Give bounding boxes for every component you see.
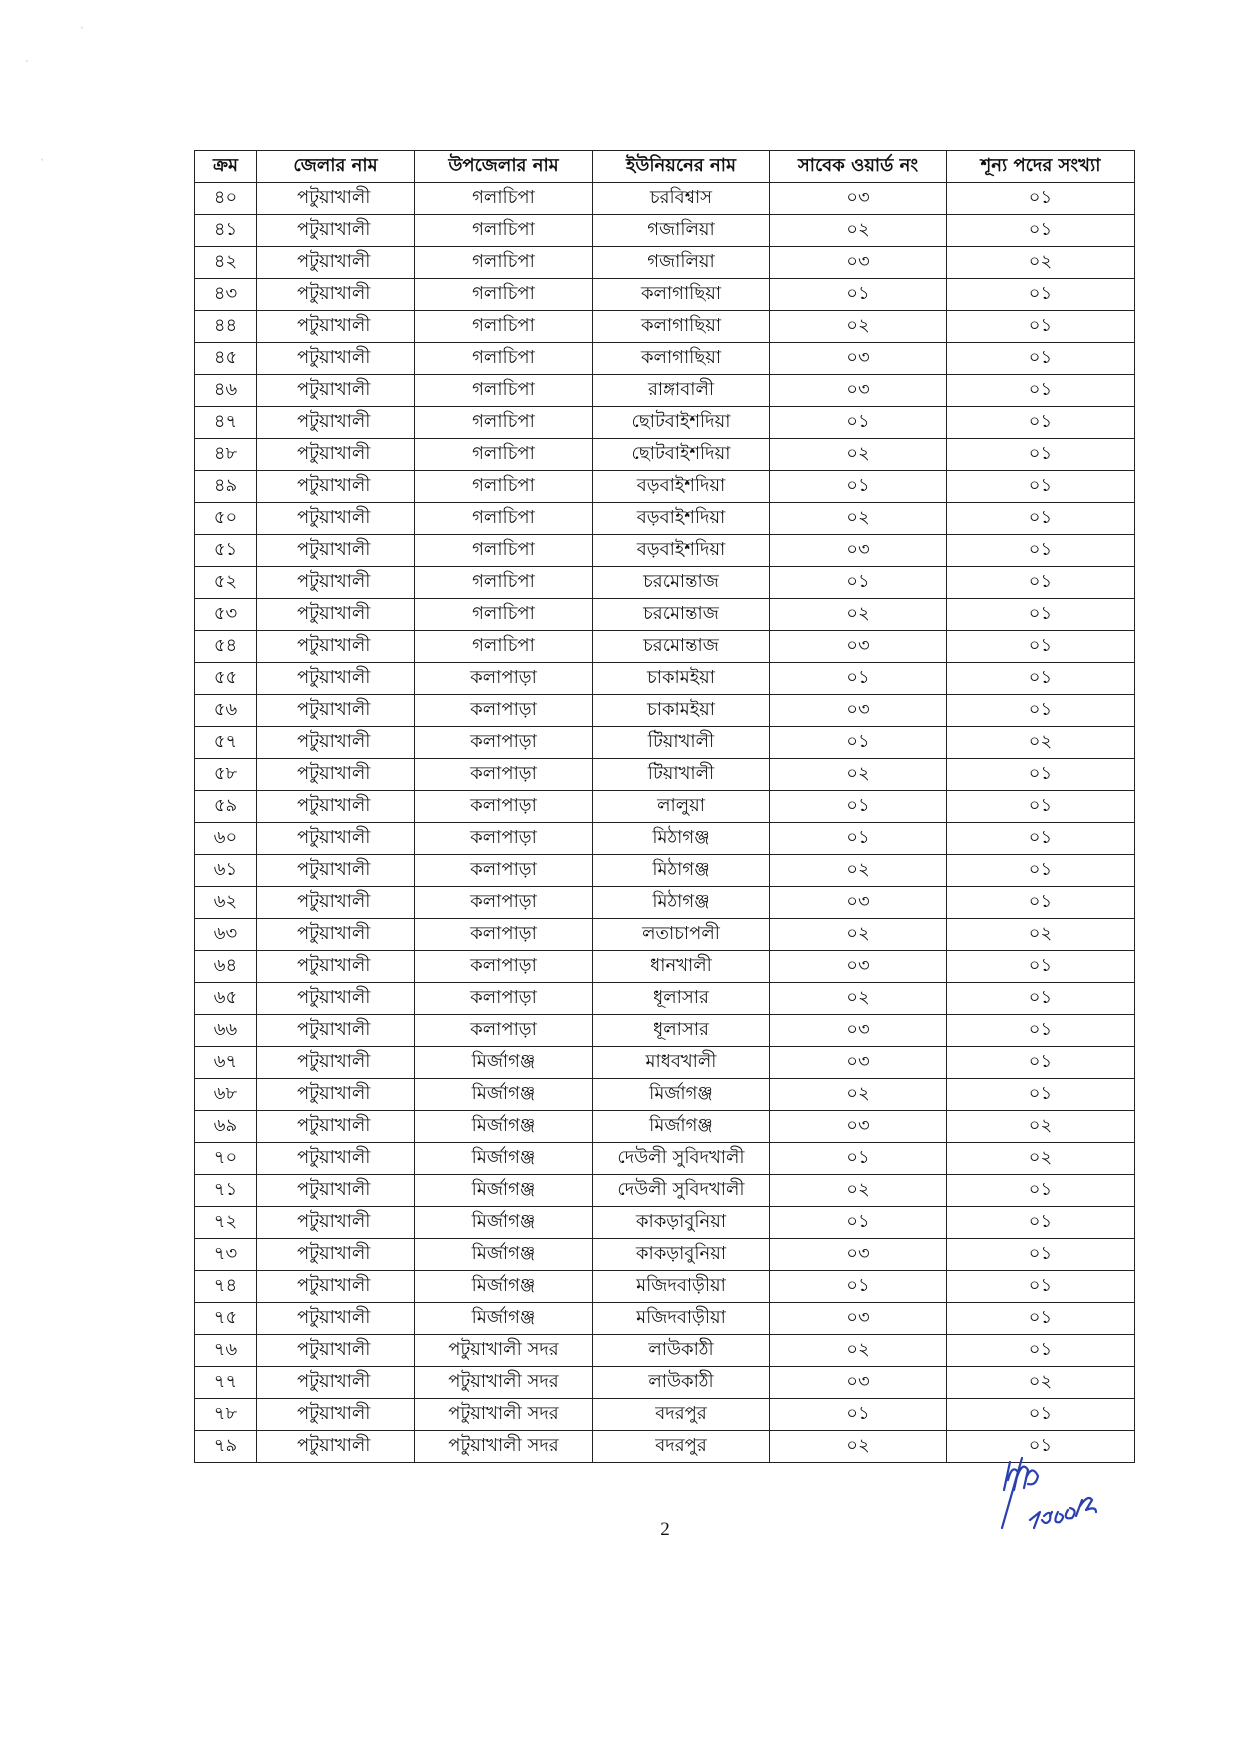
cell-upazila: কলাপাড়া xyxy=(415,695,593,727)
cell-ward-no: ০৩ xyxy=(770,1015,947,1047)
cell-serial: ৪০ xyxy=(195,183,257,215)
table-row xyxy=(195,727,1135,759)
cell-union: চাকামইয়া xyxy=(593,695,770,727)
cell-vacancy-count: ০১ xyxy=(947,215,1135,247)
cell-upazila: গলাচিপা xyxy=(415,375,593,407)
cell-union: ধূলাসার xyxy=(593,983,770,1015)
cell-serial: ৫৮ xyxy=(195,759,257,791)
table-row xyxy=(195,407,1135,439)
cell-upazila: কলাপাড়া xyxy=(415,855,593,887)
cell-upazila: গলাচিপা xyxy=(415,599,593,631)
table-row xyxy=(195,1111,1135,1143)
cell-serial: ৭৩ xyxy=(195,1239,257,1271)
cell-district: পটুয়াখালী xyxy=(257,1111,415,1143)
cell-district: পটুয়াখালী xyxy=(257,663,415,695)
cell-ward-no: ০৩ xyxy=(770,247,947,279)
cell-serial: ৬৭ xyxy=(195,1047,257,1079)
table-row xyxy=(195,1143,1135,1175)
header-vacancy-count: শূন্য পদের সংখ্যা xyxy=(947,151,1135,183)
cell-serial: ৫৪ xyxy=(195,631,257,663)
cell-vacancy-count: ০১ xyxy=(947,439,1135,471)
cell-union: দেউলী সুবিদখালী xyxy=(593,1175,770,1207)
cell-union: কলাগাছিয়া xyxy=(593,343,770,375)
table-row xyxy=(195,535,1135,567)
cell-ward-no: ০৩ xyxy=(770,1047,947,1079)
cell-district: পটুয়াখালী xyxy=(257,1079,415,1111)
cell-vacancy-count: ০১ xyxy=(947,535,1135,567)
table-row xyxy=(195,695,1135,727)
table-row xyxy=(195,855,1135,887)
cell-union: রাঙ্গাবালী xyxy=(593,375,770,407)
table-row xyxy=(195,439,1135,471)
cell-ward-no: ০১ xyxy=(770,791,947,823)
cell-upazila: গলাচিপা xyxy=(415,471,593,503)
cell-union: লালুয়া xyxy=(593,791,770,823)
cell-district: পটুয়াখালী xyxy=(257,695,415,727)
cell-ward-no: ০৩ xyxy=(770,695,947,727)
cell-serial: ৬৬ xyxy=(195,1015,257,1047)
cell-district: পটুয়াখালী xyxy=(257,1335,415,1367)
cell-vacancy-count: ০১ xyxy=(947,823,1135,855)
table-row xyxy=(195,215,1135,247)
cell-district: পটুয়াখালী xyxy=(257,1207,415,1239)
table-row xyxy=(195,375,1135,407)
table-row xyxy=(195,759,1135,791)
cell-union: ধূলাসার xyxy=(593,1015,770,1047)
cell-serial: ৭৮ xyxy=(195,1399,257,1431)
cell-upazila: গলাচিপা xyxy=(415,279,593,311)
cell-vacancy-count: ০১ xyxy=(947,1335,1135,1367)
header-district: জেলার নাম xyxy=(257,151,415,183)
cell-vacancy-count: ০১ xyxy=(947,1239,1135,1271)
cell-upazila: গলাচিপা xyxy=(415,343,593,375)
cell-upazila: কলাপাড়া xyxy=(415,663,593,695)
cell-upazila: কলাপাড়া xyxy=(415,887,593,919)
cell-union: লতাচাপলী xyxy=(593,919,770,951)
cell-serial: ৪৯ xyxy=(195,471,257,503)
cell-ward-no: ০২ xyxy=(770,1431,947,1463)
cell-serial: ৪৫ xyxy=(195,343,257,375)
cell-district: পটুয়াখালী xyxy=(257,983,415,1015)
cell-district: পটুয়াখালী xyxy=(257,887,415,919)
cell-ward-no: ০২ xyxy=(770,599,947,631)
header-ward-no: সাবেক ওয়ার্ড নং xyxy=(770,151,947,183)
cell-serial: ৪৬ xyxy=(195,375,257,407)
cell-union: ছোটবাইশদিয়া xyxy=(593,407,770,439)
cell-vacancy-count: ০১ xyxy=(947,375,1135,407)
cell-vacancy-count: ০১ xyxy=(947,311,1135,343)
cell-upazila: গলাচিপা xyxy=(415,631,593,663)
cell-union: মজিদবাড়ীয়া xyxy=(593,1271,770,1303)
cell-ward-no: ০১ xyxy=(770,1399,947,1431)
cell-ward-no: ০২ xyxy=(770,1079,947,1111)
cell-ward-no: ০১ xyxy=(770,727,947,759)
table-row xyxy=(195,1047,1135,1079)
table-row xyxy=(195,247,1135,279)
table-row xyxy=(195,631,1135,663)
table-row xyxy=(195,471,1135,503)
cell-serial: ৬১ xyxy=(195,855,257,887)
cell-serial: ৭৪ xyxy=(195,1271,257,1303)
cell-upazila: গলাচিপা xyxy=(415,247,593,279)
table-row xyxy=(195,1239,1135,1271)
cell-vacancy-count: ০১ xyxy=(947,407,1135,439)
cell-district: পটুয়াখালী xyxy=(257,503,415,535)
table-row xyxy=(195,1303,1135,1335)
cell-serial: ৬২ xyxy=(195,887,257,919)
cell-vacancy-count: ০১ xyxy=(947,951,1135,983)
vacancy-table xyxy=(194,150,1135,1463)
cell-union: চরমোন্তাজ xyxy=(593,599,770,631)
cell-upazila: মির্জাগঞ্জ xyxy=(415,1047,593,1079)
cell-serial: ৬০ xyxy=(195,823,257,855)
cell-upazila: কলাপাড়া xyxy=(415,983,593,1015)
cell-district: পটুয়াখালী xyxy=(257,1015,415,1047)
scan-speck: ˎ xyxy=(40,150,45,161)
cell-union: ছোটবাইশদিয়া xyxy=(593,439,770,471)
cell-serial: ৭৫ xyxy=(195,1303,257,1335)
cell-union: কলাগাছিয়া xyxy=(593,311,770,343)
cell-district: পটুয়াখালী xyxy=(257,311,415,343)
cell-upazila: গলাচিপা xyxy=(415,567,593,599)
handwritten-signature xyxy=(992,1450,1132,1540)
table-row xyxy=(195,983,1135,1015)
cell-district: পটুয়াখালী xyxy=(257,1047,415,1079)
cell-upazila: গলাচিপা xyxy=(415,503,593,535)
table-row xyxy=(195,1271,1135,1303)
cell-union: টিয়াখালী xyxy=(593,759,770,791)
table-row xyxy=(195,503,1135,535)
cell-union: লাউকাঠী xyxy=(593,1367,770,1399)
table-row xyxy=(195,1335,1135,1367)
cell-union: মজিদবাড়ীয়া xyxy=(593,1303,770,1335)
cell-serial: ৪৩ xyxy=(195,279,257,311)
cell-district: পটুয়াখালী xyxy=(257,759,415,791)
cell-vacancy-count: ০২ xyxy=(947,919,1135,951)
cell-vacancy-count: ০১ xyxy=(947,1399,1135,1431)
cell-union: গজালিয়া xyxy=(593,215,770,247)
cell-vacancy-count: ০২ xyxy=(947,1143,1135,1175)
cell-district: পটুয়াখালী xyxy=(257,1175,415,1207)
cell-vacancy-count: ০২ xyxy=(947,1367,1135,1399)
table-row xyxy=(195,1015,1135,1047)
cell-serial: ৫৬ xyxy=(195,695,257,727)
cell-union: কাকড়াবুনিয়া xyxy=(593,1239,770,1271)
cell-union: চাকামইয়া xyxy=(593,663,770,695)
cell-ward-no: ০১ xyxy=(770,279,947,311)
cell-district: পটুয়াখালী xyxy=(257,823,415,855)
cell-serial: ৫৭ xyxy=(195,727,257,759)
cell-ward-no: ০৩ xyxy=(770,887,947,919)
cell-upazila: মির্জাগঞ্জ xyxy=(415,1239,593,1271)
cell-district: পটুয়াখালী xyxy=(257,183,415,215)
cell-ward-no: ০১ xyxy=(770,663,947,695)
table-row xyxy=(195,567,1135,599)
table-row xyxy=(195,887,1135,919)
cell-ward-no: ০২ xyxy=(770,311,947,343)
cell-district: পটুয়াখালী xyxy=(257,1143,415,1175)
cell-vacancy-count: ০২ xyxy=(947,247,1135,279)
cell-ward-no: ০৩ xyxy=(770,183,947,215)
table-row xyxy=(195,343,1135,375)
cell-vacancy-count: ০১ xyxy=(947,1015,1135,1047)
cell-upazila: মির্জাগঞ্জ xyxy=(415,1175,593,1207)
cell-ward-no: ০২ xyxy=(770,855,947,887)
cell-upazila: পটুয়াখালী সদর xyxy=(415,1431,593,1463)
cell-district: পটুয়াখালী xyxy=(257,1431,415,1463)
cell-vacancy-count: ০১ xyxy=(947,279,1135,311)
cell-serial: ৬৯ xyxy=(195,1111,257,1143)
cell-union: মিঠাগঞ্জ xyxy=(593,823,770,855)
cell-serial: ৭০ xyxy=(195,1143,257,1175)
cell-ward-no: ০২ xyxy=(770,503,947,535)
table-row xyxy=(195,183,1135,215)
cell-serial: ৪৭ xyxy=(195,407,257,439)
cell-vacancy-count: ০১ xyxy=(947,503,1135,535)
cell-district: পটুয়াখালী xyxy=(257,1303,415,1335)
cell-vacancy-count: ০১ xyxy=(947,1047,1135,1079)
cell-upazila: গলাচিপা xyxy=(415,183,593,215)
cell-upazila: মির্জাগঞ্জ xyxy=(415,1207,593,1239)
cell-ward-no: ০১ xyxy=(770,567,947,599)
cell-ward-no: ০২ xyxy=(770,983,947,1015)
cell-serial: ৫০ xyxy=(195,503,257,535)
cell-union: বদরপুর xyxy=(593,1399,770,1431)
cell-serial: ৫৫ xyxy=(195,663,257,695)
cell-district: পটুয়াখালী xyxy=(257,1271,415,1303)
cell-vacancy-count: ০১ xyxy=(947,759,1135,791)
cell-union: লাউকাঠী xyxy=(593,1335,770,1367)
cell-upazila: কলাপাড়া xyxy=(415,951,593,983)
cell-union: চরবিশ্বাস xyxy=(593,183,770,215)
cell-vacancy-count: ০১ xyxy=(947,183,1135,215)
cell-vacancy-count: ০১ xyxy=(947,1303,1135,1335)
table-row xyxy=(195,1367,1135,1399)
cell-upazila: পটুয়াখালী সদর xyxy=(415,1399,593,1431)
cell-ward-no: ০২ xyxy=(770,1175,947,1207)
cell-district: পটুয়াখালী xyxy=(257,247,415,279)
cell-ward-no: ০২ xyxy=(770,439,947,471)
cell-serial: ৪৮ xyxy=(195,439,257,471)
cell-district: পটুয়াখালী xyxy=(257,1399,415,1431)
cell-serial: ৪৪ xyxy=(195,311,257,343)
cell-ward-no: ০২ xyxy=(770,759,947,791)
cell-vacancy-count: ০১ xyxy=(947,1207,1135,1239)
cell-union: কাকড়াবুনিয়া xyxy=(593,1207,770,1239)
table-row xyxy=(195,311,1135,343)
cell-upazila: গলাচিপা xyxy=(415,215,593,247)
cell-serial: ৪১ xyxy=(195,215,257,247)
table-row xyxy=(195,1207,1135,1239)
cell-serial: ৬৪ xyxy=(195,951,257,983)
cell-ward-no: ০২ xyxy=(770,919,947,951)
cell-district: পটুয়াখালী xyxy=(257,727,415,759)
cell-union: গজালিয়া xyxy=(593,247,770,279)
cell-upazila: মির্জাগঞ্জ xyxy=(415,1079,593,1111)
cell-upazila: গলাচিপা xyxy=(415,439,593,471)
table-row xyxy=(195,599,1135,631)
cell-serial: ৪২ xyxy=(195,247,257,279)
cell-district: পটুয়াখালী xyxy=(257,951,415,983)
cell-upazila: মির্জাগঞ্জ xyxy=(415,1143,593,1175)
page-number: 2 xyxy=(660,1519,670,1540)
cell-serial: ৫১ xyxy=(195,535,257,567)
cell-vacancy-count: ০২ xyxy=(947,727,1135,759)
cell-district: পটুয়াখালী xyxy=(257,631,415,663)
cell-district: পটুয়াখালী xyxy=(257,855,415,887)
cell-upazila: গলাচিপা xyxy=(415,535,593,567)
cell-vacancy-count: ০১ xyxy=(947,695,1135,727)
cell-district: পটুয়াখালী xyxy=(257,1239,415,1271)
cell-upazila: গলাচিপা xyxy=(415,311,593,343)
cell-district: পটুয়াখালী xyxy=(257,375,415,407)
cell-serial: ৬৩ xyxy=(195,919,257,951)
cell-vacancy-count: ০১ xyxy=(947,631,1135,663)
cell-district: পটুয়াখালী xyxy=(257,535,415,567)
cell-ward-no: ০৩ xyxy=(770,1239,947,1271)
header-serial: ক্রম xyxy=(195,151,257,183)
cell-serial: ৫৯ xyxy=(195,791,257,823)
table-row xyxy=(195,1399,1135,1431)
cell-serial: ৭১ xyxy=(195,1175,257,1207)
cell-union: বড়বাইশদিয়া xyxy=(593,535,770,567)
cell-district: পটুয়াখালী xyxy=(257,471,415,503)
table-row xyxy=(195,663,1135,695)
scan-speck: ˋ xyxy=(25,60,30,71)
cell-union: বড়বাইশদিয়া xyxy=(593,471,770,503)
cell-serial: ৫২ xyxy=(195,567,257,599)
cell-union: মিঠাগঞ্জ xyxy=(593,855,770,887)
cell-ward-no: ০৩ xyxy=(770,1367,947,1399)
cell-district: পটুয়াখালী xyxy=(257,1367,415,1399)
cell-vacancy-count: ০১ xyxy=(947,599,1135,631)
cell-vacancy-count: ০২ xyxy=(947,1111,1135,1143)
cell-upazila: কলাপাড়া xyxy=(415,919,593,951)
cell-serial: ৬৮ xyxy=(195,1079,257,1111)
cell-ward-no: ০৩ xyxy=(770,535,947,567)
cell-vacancy-count: ০১ xyxy=(947,1175,1135,1207)
cell-ward-no: ০৩ xyxy=(770,1111,947,1143)
table-row xyxy=(195,791,1135,823)
cell-vacancy-count: ০১ xyxy=(947,663,1135,695)
cell-union: বদরপুর xyxy=(593,1431,770,1463)
cell-district: পটুয়াখালী xyxy=(257,919,415,951)
cell-ward-no: ০৩ xyxy=(770,631,947,663)
table-header-row xyxy=(195,151,1135,183)
cell-vacancy-count: ০১ xyxy=(947,1079,1135,1111)
cell-district: পটুয়াখালী xyxy=(257,407,415,439)
cell-upazila: কলাপাড়া xyxy=(415,727,593,759)
cell-upazila: মির্জাগঞ্জ xyxy=(415,1271,593,1303)
cell-union: মির্জাগঞ্জ xyxy=(593,1079,770,1111)
cell-ward-no: ০১ xyxy=(770,823,947,855)
cell-upazila: গলাচিপা xyxy=(415,407,593,439)
header-union: ইউনিয়নের নাম xyxy=(593,151,770,183)
cell-vacancy-count: ০১ xyxy=(947,1431,1135,1463)
cell-upazila: কলাপাড়া xyxy=(415,759,593,791)
cell-serial: ৫৩ xyxy=(195,599,257,631)
cell-district: পটুয়াখালী xyxy=(257,791,415,823)
cell-upazila: মির্জাগঞ্জ xyxy=(415,1303,593,1335)
cell-district: পটুয়াখালী xyxy=(257,439,415,471)
cell-ward-no: ০১ xyxy=(770,1271,947,1303)
cell-union: ধানখালী xyxy=(593,951,770,983)
cell-serial: ৭৬ xyxy=(195,1335,257,1367)
cell-union: মির্জাগঞ্জ xyxy=(593,1111,770,1143)
cell-upazila: পটুয়াখালী সদর xyxy=(415,1335,593,1367)
cell-vacancy-count: ০১ xyxy=(947,1271,1135,1303)
cell-union: মিঠাগঞ্জ xyxy=(593,887,770,919)
cell-union: চরমোন্তাজ xyxy=(593,631,770,663)
cell-ward-no: ০১ xyxy=(770,1207,947,1239)
cell-upazila: পটুয়াখালী সদর xyxy=(415,1367,593,1399)
cell-ward-no: ০৩ xyxy=(770,375,947,407)
cell-vacancy-count: ০১ xyxy=(947,343,1135,375)
cell-upazila: মির্জাগঞ্জ xyxy=(415,1111,593,1143)
cell-vacancy-count: ০১ xyxy=(947,983,1135,1015)
header-upazila: উপজেলার নাম xyxy=(415,151,593,183)
cell-district: পটুয়াখালী xyxy=(257,279,415,311)
cell-serial: ৭৭ xyxy=(195,1367,257,1399)
table-row xyxy=(195,1175,1135,1207)
cell-ward-no: ০২ xyxy=(770,215,947,247)
table-row xyxy=(195,1079,1135,1111)
cell-ward-no: ০১ xyxy=(770,471,947,503)
cell-union: মাধবখালী xyxy=(593,1047,770,1079)
cell-serial: ৬৫ xyxy=(195,983,257,1015)
cell-upazila: কলাপাড়া xyxy=(415,791,593,823)
cell-ward-no: ০৩ xyxy=(770,951,947,983)
cell-district: পটুয়াখালী xyxy=(257,599,415,631)
cell-ward-no: ০১ xyxy=(770,407,947,439)
cell-ward-no: ০৩ xyxy=(770,1303,947,1335)
cell-serial: ৭২ xyxy=(195,1207,257,1239)
cell-district: পটুয়াখালী xyxy=(257,343,415,375)
cell-district: পটুয়াখালী xyxy=(257,567,415,599)
cell-union: বড়বাইশদিয়া xyxy=(593,503,770,535)
cell-ward-no: ০৩ xyxy=(770,343,947,375)
cell-ward-no: ০২ xyxy=(770,1335,947,1367)
cell-vacancy-count: ০১ xyxy=(947,887,1135,919)
cell-serial: ৭৯ xyxy=(195,1431,257,1463)
cell-upazila: কলাপাড়া xyxy=(415,823,593,855)
scan-speck: ˎ xyxy=(80,18,85,29)
cell-vacancy-count: ০১ xyxy=(947,471,1135,503)
cell-vacancy-count: ০১ xyxy=(947,567,1135,599)
cell-union: কলাগাছিয়া xyxy=(593,279,770,311)
table-row xyxy=(195,919,1135,951)
cell-union: চরমোন্তাজ xyxy=(593,567,770,599)
cell-vacancy-count: ০১ xyxy=(947,855,1135,887)
cell-union: টিয়াখালী xyxy=(593,727,770,759)
cell-vacancy-count: ০১ xyxy=(947,791,1135,823)
cell-district: পটুয়াখালী xyxy=(257,215,415,247)
cell-ward-no: ০১ xyxy=(770,1143,947,1175)
table-row xyxy=(195,279,1135,311)
table-row xyxy=(195,951,1135,983)
table-row xyxy=(195,823,1135,855)
cell-union: দেউলী সুবিদখালী xyxy=(593,1143,770,1175)
cell-upazila: কলাপাড়া xyxy=(415,1015,593,1047)
